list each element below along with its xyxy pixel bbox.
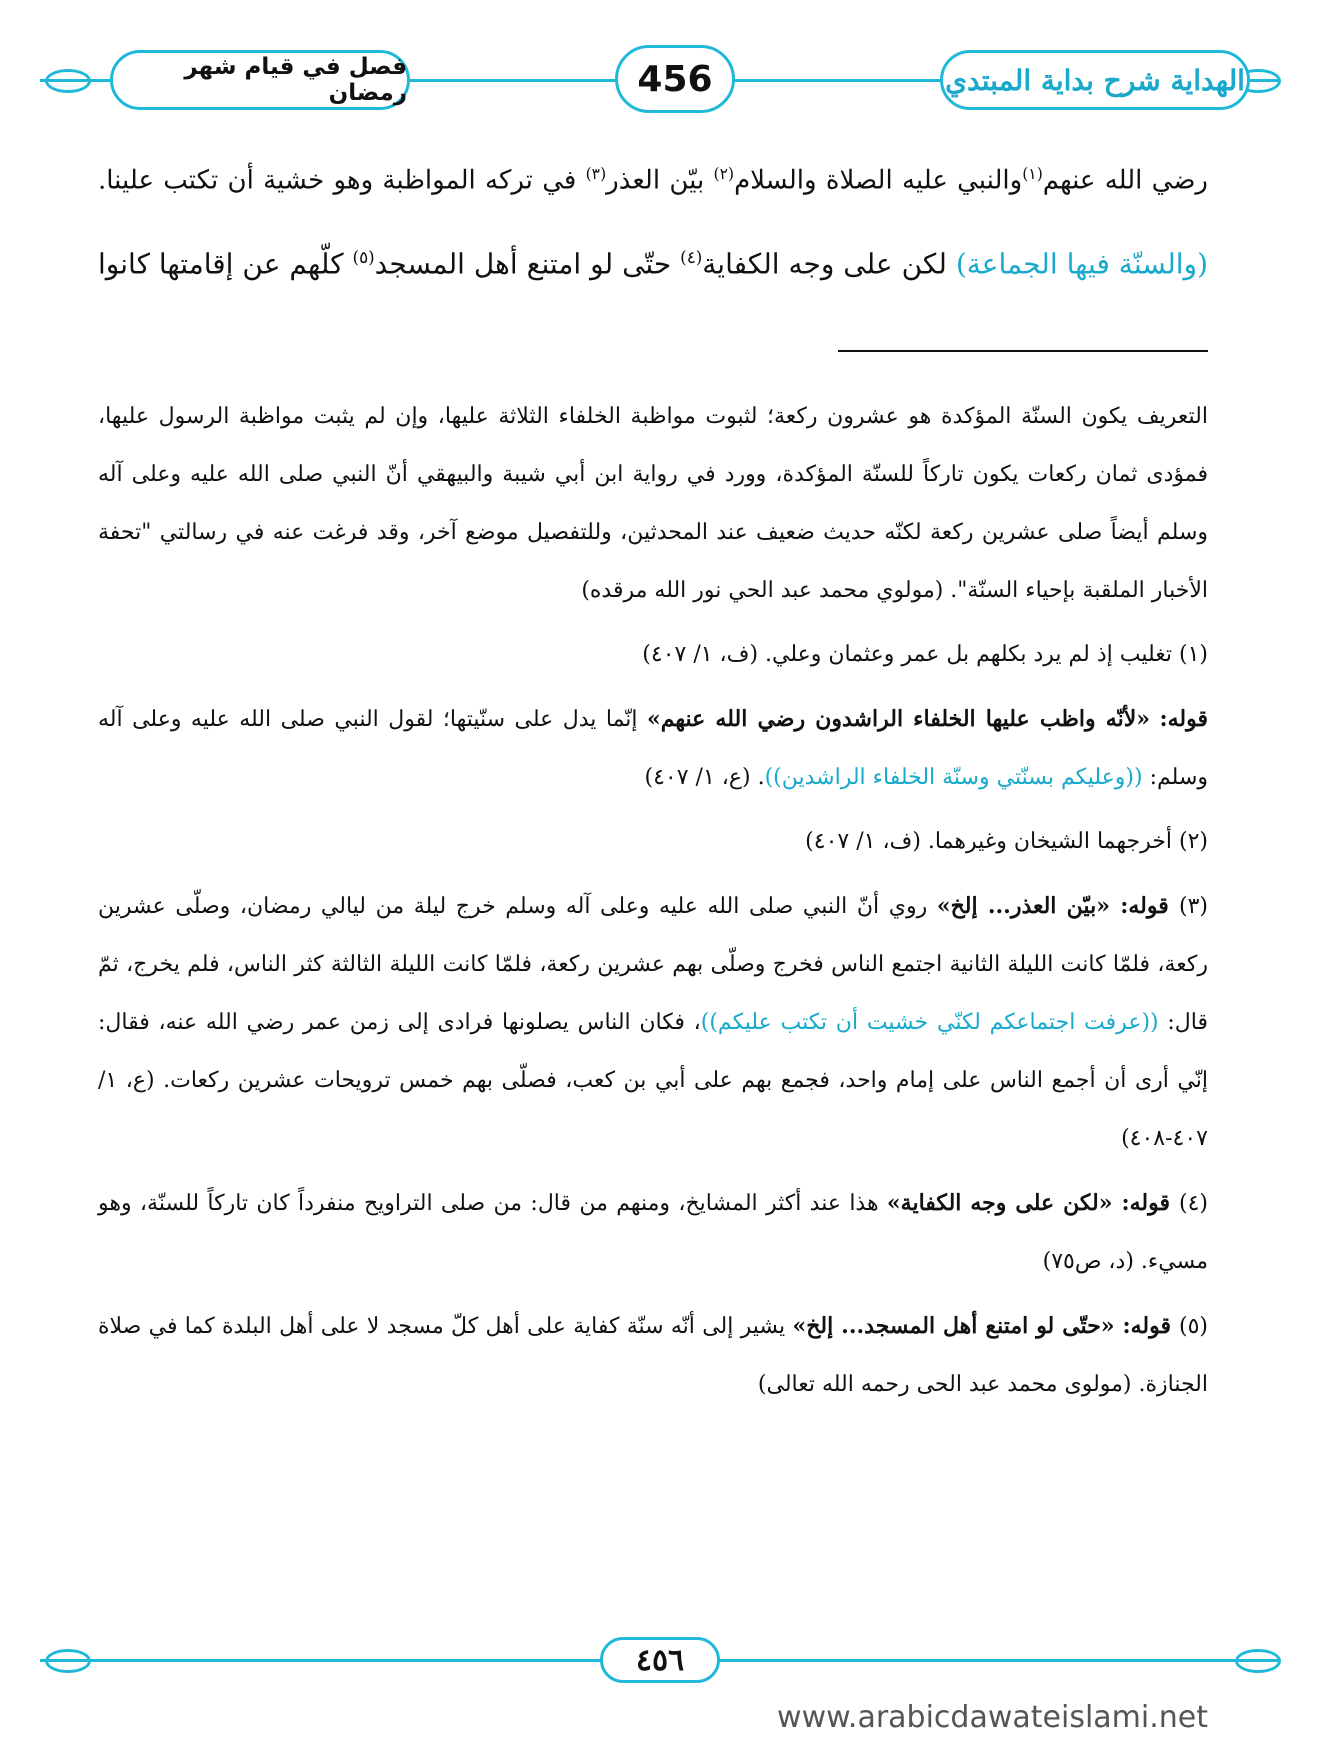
qawluhu-label: قوله: (1122, 1313, 1179, 1339)
main-text: بيّن العذر (606, 165, 714, 196)
chapter-title: فصل في قيام شهر رمضان (184, 54, 407, 106)
note-3 (98, 877, 1208, 1168)
main-text: لكن على وجه الكفاية (702, 247, 956, 281)
main-text: والنبي عليه الصلاة والسلام (734, 165, 1023, 196)
qawluhu-label: قوله: (1121, 1190, 1179, 1216)
matn-highlight: (والسنّة فيها الجماعة) (955, 247, 1208, 281)
ornament-icon (1235, 1649, 1281, 1673)
main-text: رضي الله عنهم (1042, 165, 1208, 196)
page-number: 456 (637, 58, 713, 100)
main-text-line-2 (98, 247, 1208, 280)
footnote-ref: (٣) (585, 165, 607, 183)
note-text: ، فكان الناس يصلونها فرادى إلى زمن عمر رضي الله عنه، فقال: إنّي أرى أن أجمع الناس على إمام واحد، فجمع بهم على أبي بن كعب، فصلّى بهم خمس ترويحات عشرين ركعات. (ع، ١/ ٤٠٧-٤٠٨) (98, 1010, 1208, 1151)
page-footer (40, 1637, 1280, 1687)
footnote-ref: (٢) (713, 165, 735, 183)
note-intro: التعريف يكون السنّة المؤكدة هو عشرون ركعة؛ لثبوت مواظبة الخلفاء الثلاثة عليها، وإن لم يثبت مواظبة الرسول عليها، فمؤدى ثمان ركعات يكون تاركاً للسنّة المؤكدة، وورد في رواية ابن أبي شيبة والبيهقي أنّ النبي صلى الله عليه وعلى آله وسلم أيضاً صلى عشرين ركعة لكنّه حديث ضعيف عند المحدثين، وللتفصيل موضع آخر، وقد فرغت عنه في رسالتي "تحفة الأخبار الملقبة بإحياء السنّة". (مولوي محمد عبد الحي نور الله مرقده) (98, 404, 1208, 603)
quote-bold: «بيّن العذر... إلخ» (936, 893, 1121, 919)
note-ref: . (ع، ١/ ٤٠٧) (644, 765, 765, 790)
chapter-title-cartouche (110, 50, 410, 110)
footnote-ref: (٥) (352, 247, 375, 267)
note-number: (٥) (1178, 1314, 1208, 1339)
note-1-commentary (98, 690, 1208, 807)
book-title: الهداية شرح بداية المبتدي (945, 63, 1245, 97)
note-5 (98, 1297, 1208, 1414)
page-header (40, 45, 1280, 115)
note-1: (١) تغليب إذ لم يرد بكلهم بل عمر وعثمان وعلي. (ف، ١/ ٤٠٧) (642, 642, 1208, 667)
ornament-icon (45, 69, 91, 93)
footnote-divider (838, 350, 1208, 352)
qawluhu-label: قوله: (1120, 893, 1179, 919)
ornament-icon (45, 1649, 91, 1673)
quote-bold: «حتّى لو امتنع أهل المسجد... إلخ» (792, 1313, 1123, 1339)
footnote-ref: (١) (1022, 165, 1043, 183)
note-4 (98, 1174, 1208, 1291)
book-title-cartouche (940, 50, 1250, 110)
hadith-highlight: ((عرفت اجتماعكم لكنّي خشيت أن تكتب عليكم)) (700, 1010, 1159, 1035)
footer-page-number: ٤٥٦ (635, 1642, 685, 1678)
note-text: هذا عند أكثر المشايخ، ومنهم من قال: من صلى التراويح منفرداً كان تاركاً للسنّة، وهو مسيء. (د، ص٧٥) (98, 1191, 1208, 1274)
main-text: حتّى لو امتنع أهل المسجد (374, 247, 681, 281)
note-text: إنّما يدل على سنّيتها؛ لقول النبي صلى الله عليه وعلى آله وسلم: (98, 707, 1208, 790)
quote-bold: «لكن على وجه الكفاية» (886, 1190, 1122, 1216)
website-url: www.arabicdawateislami.net (777, 1700, 1208, 1735)
hadith-highlight: ((وعليكم بسنّتي وسنّة الخلفاء الراشدين)) (764, 765, 1143, 790)
main-text-line-1 (98, 165, 1208, 196)
note-text: يشير إلى أنّه سنّة كفاية على أهل كلّ مسجد لا على أهل البلدة كما في صلاة الجنازة. (مولوى محمد عبد الحى رحمه الله تعالى) (98, 1314, 1208, 1397)
quote-bold: «لأنّه واظب عليها الخلفاء الراشدون رضي الله عنهم» (647, 706, 1151, 732)
qawluhu-label: قوله: (1159, 706, 1208, 732)
main-text: كلّهم عن إقامتها كانوا (98, 247, 353, 281)
footer-page-cartouche (600, 1637, 720, 1683)
note-2: (٢) أخرجهما الشيخان وغيرهما. (ف، ١/ ٤٠٧) (805, 829, 1208, 854)
note-number: (٤) (1178, 1191, 1208, 1216)
page-number-cartouche (615, 45, 735, 113)
footnotes (98, 388, 1208, 1420)
footnote-ref: (٤) (680, 247, 703, 267)
main-text: في تركه المواظبة وهو خشية أن تكتب علينا. (98, 165, 586, 196)
note-number: (٣) (1178, 894, 1208, 919)
note-text: روي أنّ النبي صلى الله عليه وعلى آله وسلم خرج ليلة من ليالي رمضان، وصلّى عشرين ركعة، فلمّا كانت الليلة الثانية اجتمع الناس فخرج وصلّى بهم عشرين ركعة، فلمّا كانت الليلة الثالثة كثر الناس، فلم يخرج، ثمّ قال: (98, 894, 1208, 1035)
